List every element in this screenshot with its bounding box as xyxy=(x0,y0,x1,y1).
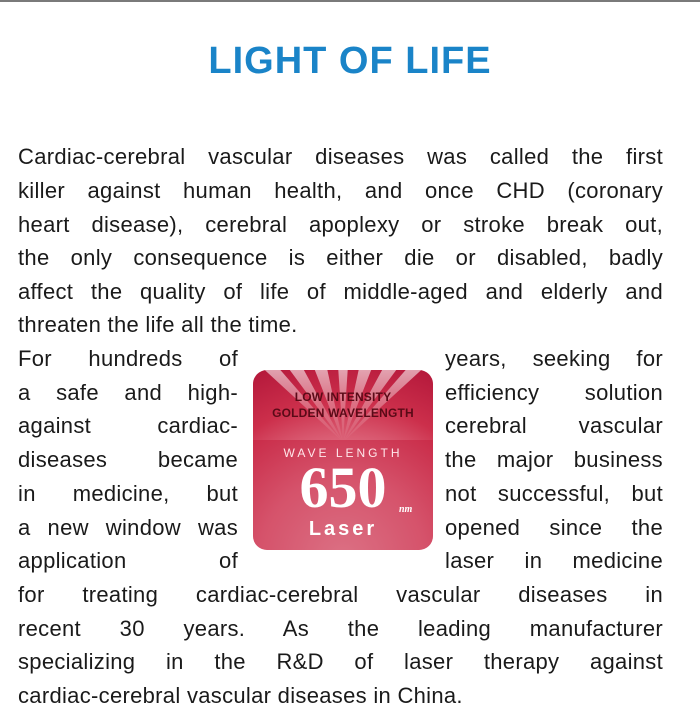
wrap-line-left: application of xyxy=(18,548,238,573)
laser-badge xyxy=(253,370,433,550)
wrap-line-left: a safe and high- xyxy=(18,380,238,405)
wrap-line-right: cerebral vascular xyxy=(445,413,663,438)
wrap-line-left: against cardiac- xyxy=(18,413,238,438)
paragraph-line: recent 30 years. As the leading manufacturer xyxy=(18,616,663,641)
paragraph-line: the only consequence is either die or disabled, badly xyxy=(18,245,663,270)
badge-line-2: GOLDEN WAVELENGTH xyxy=(272,406,414,420)
wrap-line-right: not successful, but xyxy=(445,481,663,506)
wrap-line-right: laser in medicine xyxy=(445,548,663,573)
wrap-line-left: diseases became xyxy=(18,447,238,472)
wrap-line-right: opened since the xyxy=(445,515,663,540)
wrap-line-left: For hundreds of xyxy=(18,346,238,371)
paragraph-line: heart disease), cerebral apoplexy or stroke break out, xyxy=(18,212,663,237)
badge-laser-label: Laser xyxy=(308,518,378,540)
wrap-line-right: years, seeking for xyxy=(445,346,663,371)
badge-unit: nm xyxy=(399,504,413,515)
wrap-line-left: in medicine, but xyxy=(18,481,238,506)
top-divider xyxy=(0,0,700,2)
badge-wavelength-value: 650 xyxy=(299,455,387,520)
paragraph-line: specializing in the R&D of laser therapy against xyxy=(18,649,663,674)
paragraph-line: for treating cardiac-cerebral vascular diseases in xyxy=(18,582,663,607)
paragraph-line: killer against human health, and once CHD (coronary xyxy=(18,178,663,203)
paragraph-line: affect the quality of life of middle-aged and elderly and xyxy=(18,279,663,304)
badge-line-1: LOW INTENSITY xyxy=(294,390,392,404)
wrap-line-right: the major business xyxy=(445,447,663,472)
wrap-line-left: a new window was xyxy=(18,515,238,540)
paragraph-line: Cardiac-cerebral vascular diseases was called the first xyxy=(18,144,663,169)
badge-wave-label: WAVE LENGTH xyxy=(283,446,403,460)
page-title: LIGHT OF LIFE xyxy=(208,40,492,82)
paragraph-line: cardiac-cerebral vascular diseases in China. xyxy=(18,683,463,708)
paragraph-line: threaten the life all the time. xyxy=(18,312,298,337)
wrap-line-right: efficiency solution xyxy=(445,380,663,405)
